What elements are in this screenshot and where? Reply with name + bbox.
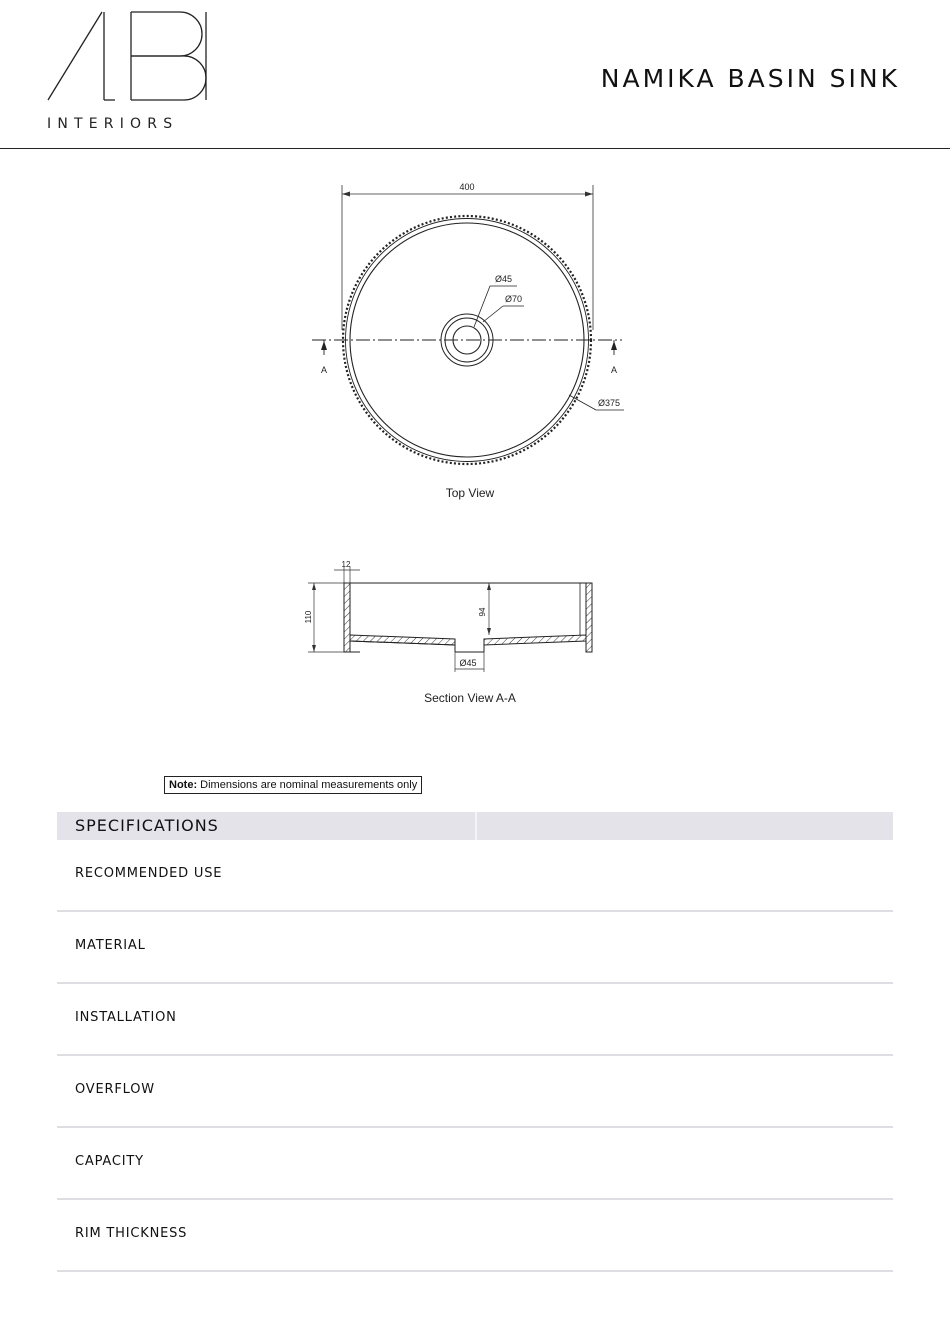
note-prefix: Note: (169, 779, 198, 791)
top-view-caption: Top View (445, 486, 495, 500)
spec-row-rim-thickness (57, 1200, 893, 1272)
top-view (312, 182, 624, 500)
height-label: 110 (304, 610, 313, 624)
dimensions-note (164, 776, 422, 794)
section-marker-left: A (320, 365, 328, 375)
logo-subtitle: INTERIORS (47, 116, 179, 132)
inner-diameter-label: Ø375 (598, 398, 621, 408)
spec-row-capacity (57, 1128, 893, 1200)
spec-label: MATERIAL (75, 938, 146, 953)
page-title: NAMIKA BASIN SINK (600, 64, 900, 93)
spec-label: CAPACITY (75, 1154, 144, 1169)
waste-outer-label: Ø70 (505, 294, 523, 304)
spec-row-overflow (57, 1056, 893, 1128)
depth-label: 94 (478, 607, 487, 617)
overall-width-label: 400 (459, 182, 475, 192)
note-text: Dimensions are nominal measurements only (200, 779, 418, 791)
spec-row-recommended-use (57, 840, 893, 912)
spec-label: OVERFLOW (75, 1082, 155, 1097)
specifications-heading: SPECIFICATIONS (75, 816, 219, 835)
spec-label: RECOMMENDED USE (75, 866, 223, 881)
section-view-caption: Section View A-A (424, 691, 516, 705)
rim-thickness-label: 12 (341, 560, 351, 569)
section-marker-right: A (610, 365, 618, 375)
waste-diameter-label: Ø45 (495, 274, 513, 284)
specifications-table (57, 812, 893, 1272)
spec-label: RIM THICKNESS (75, 1226, 188, 1241)
section-view (304, 560, 592, 705)
spec-label: INSTALLATION (75, 1010, 177, 1025)
spec-row-material (57, 912, 893, 984)
spec-row-installation (57, 984, 893, 1056)
section-waste-label: Ø45 (459, 658, 477, 668)
specifications-header (57, 812, 893, 840)
header-column-divider (475, 812, 477, 840)
